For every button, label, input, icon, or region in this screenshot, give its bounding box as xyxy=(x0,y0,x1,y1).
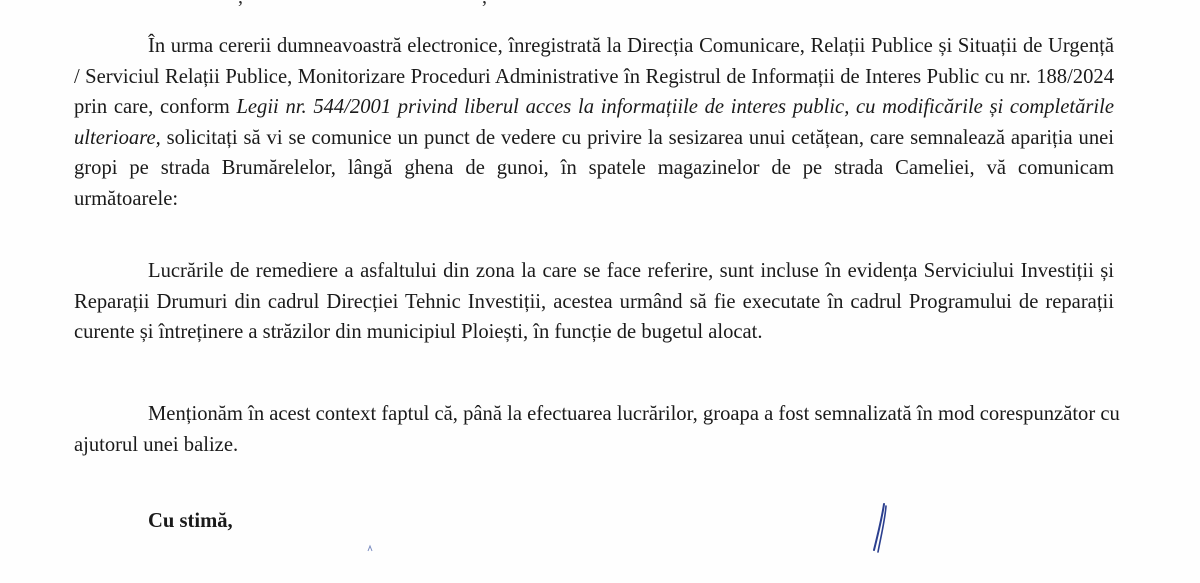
paragraph-request-reference xyxy=(74,31,1114,214)
paragraph1-text-after: solicitați să vi se comunice un punct de vedere cu privire la sesizarea unui cetățean, care semnalează apariția unei gropi pe strada Brumărelelor, lângă ghena de gunoi, în spatele magazinelor de pe strada Cameliei, vă comunicam următoarele: xyxy=(74,126,1114,210)
scan-speck xyxy=(366,544,374,552)
law-reference: Legii nr. 544/2001 privind liberul acces la informațiile de interes public, cu modificările și completările ulterioare, xyxy=(74,96,1115,149)
signature-mark xyxy=(866,500,896,560)
paragraph-repair-works: Lucrările de remediere a asfaltului din zona la care se face referire, sunt incluse în evidența Serviciului Investiții și Reparații Drumuri din cadrul Direcției Tehnic Investiții, acestea urmând să fie executate în cadrul Programului de reparații curente și întreținere a străzilor din municipiul Ploiești, în funcție de bugetul alocat. xyxy=(74,260,1114,343)
closing-salutation: Cu stimă, xyxy=(148,510,233,532)
paragraph-signalization: Menționăm în acest context faptul că, până la efectuarea lucrărilor, groapa a fost semnalizată în mod corespunzător cu ajutorul unei balize. xyxy=(74,403,1120,456)
paragraph1-text-before: În urma cererii dumneavoastră electronice, înregistrată la Direcția Comunicare, Relații Publice și Situații de Urgență / Serviciul Relații Publice, Monitorizare Proceduri Administrative în Registrul de Informații de Interes Public cu nr. 188/2024 prin care, conform xyxy=(74,35,1114,118)
cropped-previous-line xyxy=(220,0,500,6)
